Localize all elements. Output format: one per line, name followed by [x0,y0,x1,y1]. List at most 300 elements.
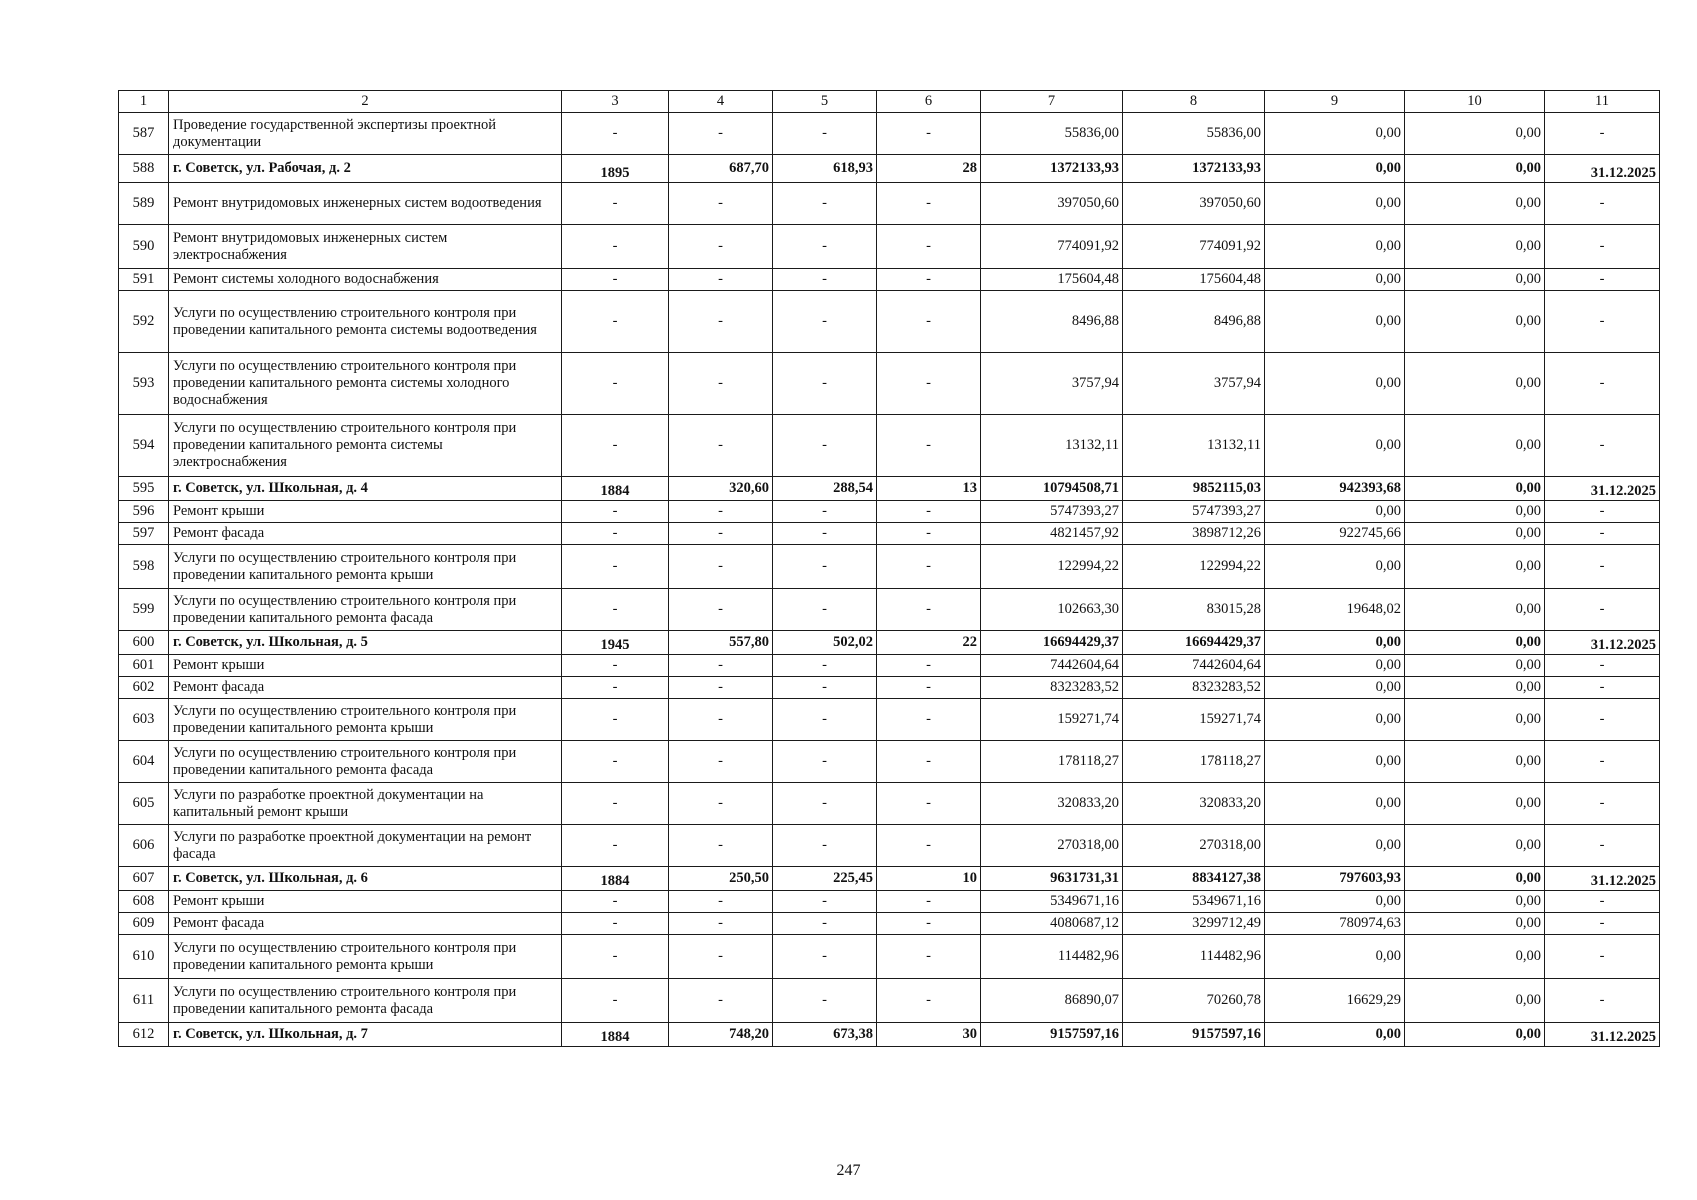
value-cell-c7: 86890,07 [981,979,1123,1023]
value-cell-c7: 9157597,16 [981,1023,1123,1047]
value-cell-c9: 16629,29 [1265,979,1405,1023]
value-cell-c3: 1884 [562,477,669,501]
value-cell-c3: - [562,891,669,913]
value-cell-c8: 55836,00 [1123,113,1265,155]
value-cell-c7: 13132,11 [981,415,1123,477]
value-cell-c3: - [562,677,669,699]
value-cell-c6: - [877,891,981,913]
value-cell-c11: 31.12.2025 [1545,631,1660,655]
row-number: 610 [119,935,169,979]
work-name-cell: Услуги по осуществлению строительного контроля при проведении капитального ремонта крыши [169,545,562,589]
value-cell-c10: 0,00 [1405,353,1545,415]
value-cell-c9: 0,00 [1265,113,1405,155]
value-cell-c8: 114482,96 [1123,935,1265,979]
value-cell-c7: 10794508,71 [981,477,1123,501]
value-cell-c7: 5349671,16 [981,891,1123,913]
value-cell-c5: - [773,913,877,935]
value-cell-c11: - [1545,741,1660,783]
value-cell-c8: 9852115,03 [1123,477,1265,501]
value-cell-c6: 13 [877,477,981,501]
value-cell-c9: 0,00 [1265,269,1405,291]
page-number: 247 [836,1162,861,1179]
value-cell-c6: - [877,741,981,783]
work-item-row [119,113,1660,155]
value-cell-c6: - [877,353,981,415]
work-name-cell: Ремонт фасада [169,677,562,699]
value-cell-c8: 397050,60 [1123,183,1265,225]
address-row [119,1023,1660,1047]
value-cell-c10: 0,00 [1405,545,1545,589]
row-number: 597 [119,523,169,545]
work-name-cell: Услуги по разработке проектной документации на капитальный ремонт крыши [169,783,562,825]
value-cell-c11: - [1545,677,1660,699]
value-cell-c5: - [773,501,877,523]
column-number-header: 6 [877,91,981,113]
value-cell-c6: - [877,677,981,699]
value-cell-c5: - [773,741,877,783]
value-cell-c5: - [773,935,877,979]
value-cell-c9: 922745,66 [1265,523,1405,545]
work-name-cell: Услуги по осуществлению строительного контроля при проведении капитального ремонта фасада [169,741,562,783]
work-item-row [119,825,1660,867]
value-cell-c3: - [562,269,669,291]
work-item-row [119,269,1660,291]
value-cell-c10: 0,00 [1405,523,1545,545]
value-cell-c3: - [562,913,669,935]
value-cell-c6: - [877,699,981,741]
value-cell-c7: 4821457,92 [981,523,1123,545]
work-name-cell: Услуги по осуществлению строительного контроля при проведении капитального ремонта фасада [169,979,562,1023]
value-cell-c9: 0,00 [1265,353,1405,415]
value-cell-c7: 1372133,93 [981,155,1123,183]
value-cell-c3: - [562,353,669,415]
value-cell-c5: - [773,183,877,225]
row-number: 598 [119,545,169,589]
value-cell-c10: 0,00 [1405,225,1545,269]
value-cell-c10: 0,00 [1405,699,1545,741]
value-cell-c11: - [1545,353,1660,415]
value-cell-c10: 0,00 [1405,477,1545,501]
value-cell-c4: - [669,183,773,225]
value-cell-c10: 0,00 [1405,1023,1545,1047]
value-cell-c7: 320833,20 [981,783,1123,825]
value-cell-c11: - [1545,113,1660,155]
work-name-cell: Ремонт крыши [169,501,562,523]
value-cell-c8: 70260,78 [1123,979,1265,1023]
value-cell-c3: - [562,655,669,677]
value-cell-c10: 0,00 [1405,113,1545,155]
value-cell-c4: - [669,353,773,415]
work-item-row [119,545,1660,589]
value-cell-c10: 0,00 [1405,155,1545,183]
work-name-cell: Ремонт фасада [169,913,562,935]
row-number: 587 [119,113,169,155]
value-cell-c9: 0,00 [1265,631,1405,655]
value-cell-c5: - [773,523,877,545]
value-cell-c10: 0,00 [1405,631,1545,655]
work-item-row [119,225,1660,269]
value-cell-c3: - [562,225,669,269]
value-cell-c11: - [1545,935,1660,979]
work-name-cell: Услуги по осуществлению строительного контроля при проведении капитального ремонта крыши [169,699,562,741]
value-cell-c9: 0,00 [1265,155,1405,183]
value-cell-c11: 31.12.2025 [1545,1023,1660,1047]
value-cell-c8: 8323283,52 [1123,677,1265,699]
value-cell-c6: - [877,825,981,867]
column-number-header: 8 [1123,91,1265,113]
value-cell-c4: - [669,699,773,741]
value-cell-c9: 780974,63 [1265,913,1405,935]
value-cell-c10: 0,00 [1405,589,1545,631]
row-number: 588 [119,155,169,183]
row-number: 602 [119,677,169,699]
value-cell-c11: 31.12.2025 [1545,477,1660,501]
value-cell-c11: - [1545,545,1660,589]
value-cell-c7: 9631731,31 [981,867,1123,891]
value-cell-c8: 178118,27 [1123,741,1265,783]
value-cell-c6: - [877,655,981,677]
value-cell-c9: 0,00 [1265,501,1405,523]
value-cell-c6: - [877,291,981,353]
value-cell-c5: - [773,655,877,677]
value-cell-c8: 13132,11 [1123,415,1265,477]
value-cell-c4: - [669,589,773,631]
value-cell-c4: 748,20 [669,1023,773,1047]
address-row [119,867,1660,891]
value-cell-c5: - [773,783,877,825]
row-number: 589 [119,183,169,225]
work-name-cell: Услуги по осуществлению строительного контроля при проведении капитального ремонта системы холодного водоснабжения [169,353,562,415]
value-cell-c11: - [1545,783,1660,825]
value-cell-c4: 687,70 [669,155,773,183]
work-item-row [119,677,1660,699]
value-cell-c6: - [877,501,981,523]
value-cell-c7: 3757,94 [981,353,1123,415]
value-cell-c8: 159271,74 [1123,699,1265,741]
value-cell-c7: 7442604,64 [981,655,1123,677]
value-cell-c11: - [1545,913,1660,935]
row-number: 596 [119,501,169,523]
value-cell-c7: 178118,27 [981,741,1123,783]
value-cell-c5: 618,93 [773,155,877,183]
value-cell-c7: 5747393,27 [981,501,1123,523]
value-cell-c11: - [1545,501,1660,523]
value-cell-c6: - [877,913,981,935]
column-number-header: 7 [981,91,1123,113]
value-cell-c9: 942393,68 [1265,477,1405,501]
row-number: 593 [119,353,169,415]
value-cell-c5: - [773,979,877,1023]
value-cell-c3: - [562,699,669,741]
work-item-row [119,589,1660,631]
address-cell: г. Советск, ул. Школьная, д. 5 [169,631,562,655]
value-cell-c11: - [1545,415,1660,477]
value-cell-c7: 397050,60 [981,183,1123,225]
row-number: 595 [119,477,169,501]
value-cell-c8: 175604,48 [1123,269,1265,291]
value-cell-c6: - [877,113,981,155]
value-cell-c7: 102663,30 [981,589,1123,631]
row-number: 605 [119,783,169,825]
value-cell-c4: - [669,825,773,867]
value-cell-c5: - [773,113,877,155]
value-cell-c5: 225,45 [773,867,877,891]
value-cell-c5: - [773,545,877,589]
value-cell-c7: 16694429,37 [981,631,1123,655]
value-cell-c9: 19648,02 [1265,589,1405,631]
value-cell-c11: - [1545,655,1660,677]
value-cell-c7: 175604,48 [981,269,1123,291]
work-name-cell: Ремонт внутридомовых инженерных систем водоотведения [169,183,562,225]
value-cell-c8: 122994,22 [1123,545,1265,589]
value-cell-c4: - [669,655,773,677]
value-cell-c4: - [669,501,773,523]
value-cell-c7: 55836,00 [981,113,1123,155]
work-name-cell: Услуги по осуществлению строительного контроля при проведении капитального ремонта системы электроснабжения [169,415,562,477]
value-cell-c6: - [877,183,981,225]
value-cell-c9: 0,00 [1265,935,1405,979]
value-cell-c8: 3757,94 [1123,353,1265,415]
value-cell-c6: - [877,935,981,979]
value-cell-c3: - [562,825,669,867]
value-cell-c7: 270318,00 [981,825,1123,867]
value-cell-c3: - [562,979,669,1023]
value-cell-c8: 3299712,49 [1123,913,1265,935]
value-cell-c10: 0,00 [1405,867,1545,891]
address-row [119,155,1660,183]
value-cell-c9: 0,00 [1265,545,1405,589]
work-name-cell: Ремонт крыши [169,655,562,677]
row-number: 612 [119,1023,169,1047]
value-cell-c3: - [562,183,669,225]
value-cell-c11: - [1545,979,1660,1023]
value-cell-c4: 250,50 [669,867,773,891]
value-cell-c9: 0,00 [1265,291,1405,353]
value-cell-c3: 1884 [562,1023,669,1047]
value-cell-c5: - [773,825,877,867]
value-cell-c11: - [1545,825,1660,867]
value-cell-c8: 83015,28 [1123,589,1265,631]
row-number: 604 [119,741,169,783]
row-number: 590 [119,225,169,269]
value-cell-c9: 0,00 [1265,225,1405,269]
column-number-header: 2 [169,91,562,113]
value-cell-c5: - [773,269,877,291]
value-cell-c4: - [669,415,773,477]
value-cell-c8: 774091,92 [1123,225,1265,269]
work-name-cell: Проведение государственной экспертизы проектной документации [169,113,562,155]
value-cell-c4: - [669,677,773,699]
value-cell-c10: 0,00 [1405,655,1545,677]
work-item-row [119,913,1660,935]
value-cell-c11: 31.12.2025 [1545,867,1660,891]
value-cell-c9: 0,00 [1265,783,1405,825]
work-name-cell: Услуги по осуществлению строительного контроля при проведении капитального ремонта фасада [169,589,562,631]
value-cell-c4: - [669,891,773,913]
value-cell-c7: 114482,96 [981,935,1123,979]
value-cell-c4: - [669,783,773,825]
row-number: 607 [119,867,169,891]
value-cell-c3: - [562,113,669,155]
address-cell: г. Советск, ул. Школьная, д. 7 [169,1023,562,1047]
column-number-header: 10 [1405,91,1545,113]
row-number: 609 [119,913,169,935]
value-cell-c5: - [773,891,877,913]
value-cell-c3: - [562,783,669,825]
value-cell-c10: 0,00 [1405,935,1545,979]
address-cell: г. Советск, ул. Школьная, д. 4 [169,477,562,501]
value-cell-c3: - [562,415,669,477]
value-cell-c8: 320833,20 [1123,783,1265,825]
work-item-row [119,353,1660,415]
value-cell-c10: 0,00 [1405,979,1545,1023]
value-cell-c10: 0,00 [1405,913,1545,935]
row-number: 608 [119,891,169,913]
value-cell-c3: 1945 [562,631,669,655]
value-cell-c11: - [1545,183,1660,225]
value-cell-c6: - [877,523,981,545]
row-number: 599 [119,589,169,631]
row-number: 606 [119,825,169,867]
value-cell-c10: 0,00 [1405,291,1545,353]
value-cell-c4: - [669,269,773,291]
value-cell-c3: 1884 [562,867,669,891]
value-cell-c6: - [877,415,981,477]
capital-repair-table [118,90,1660,1047]
value-cell-c4: - [669,741,773,783]
work-item-row [119,783,1660,825]
value-cell-c8: 1372133,93 [1123,155,1265,183]
column-number-header: 5 [773,91,877,113]
work-item-row [119,415,1660,477]
value-cell-c7: 159271,74 [981,699,1123,741]
value-cell-c3: 1895 [562,155,669,183]
value-cell-c9: 0,00 [1265,415,1405,477]
value-cell-c6: 28 [877,155,981,183]
value-cell-c10: 0,00 [1405,677,1545,699]
work-name-cell: Услуги по осуществлению строительного контроля при проведении капитального ремонта крыши [169,935,562,979]
work-item-row [119,979,1660,1023]
value-cell-c10: 0,00 [1405,415,1545,477]
value-cell-c11: - [1545,589,1660,631]
value-cell-c4: - [669,113,773,155]
value-cell-c4: 557,80 [669,631,773,655]
value-cell-c9: 0,00 [1265,741,1405,783]
value-cell-c6: - [877,979,981,1023]
work-name-cell: Услуги по разработке проектной документации на ремонт фасада [169,825,562,867]
value-cell-c11: 31.12.2025 [1545,155,1660,183]
row-number: 603 [119,699,169,741]
value-cell-c5: - [773,677,877,699]
work-name-cell: Ремонт внутридомовых инженерных систем электроснабжения [169,225,562,269]
value-cell-c3: - [562,741,669,783]
value-cell-c5: - [773,291,877,353]
value-cell-c8: 8496,88 [1123,291,1265,353]
row-number: 600 [119,631,169,655]
work-name-cell: Ремонт системы холодного водоснабжения [169,269,562,291]
value-cell-c9: 0,00 [1265,1023,1405,1047]
work-name-cell: Ремонт крыши [169,891,562,913]
value-cell-c5: - [773,415,877,477]
value-cell-c8: 16694429,37 [1123,631,1265,655]
work-item-row [119,741,1660,783]
address-cell: г. Советск, ул. Школьная, д. 6 [169,867,562,891]
value-cell-c9: 0,00 [1265,825,1405,867]
value-cell-c5: 502,02 [773,631,877,655]
value-cell-c4: - [669,913,773,935]
column-number-header: 1 [119,91,169,113]
value-cell-c5: - [773,699,877,741]
value-cell-c11: - [1545,291,1660,353]
value-cell-c11: - [1545,269,1660,291]
work-name-cell: Ремонт фасада [169,523,562,545]
work-item-row [119,935,1660,979]
value-cell-c8: 9157597,16 [1123,1023,1265,1047]
work-name-cell: Услуги по осуществлению строительного контроля при проведении капитального ремонта системы водоотведения [169,291,562,353]
value-cell-c9: 0,00 [1265,891,1405,913]
value-cell-c7: 8323283,52 [981,677,1123,699]
value-cell-c6: 10 [877,867,981,891]
value-cell-c5: - [773,589,877,631]
value-cell-c10: 0,00 [1405,741,1545,783]
value-cell-c7: 4080687,12 [981,913,1123,935]
value-cell-c11: - [1545,523,1660,545]
value-cell-c4: - [669,291,773,353]
value-cell-c10: 0,00 [1405,183,1545,225]
column-number-header: 11 [1545,91,1660,113]
value-cell-c10: 0,00 [1405,825,1545,867]
value-cell-c3: - [562,523,669,545]
value-cell-c4: 320,60 [669,477,773,501]
value-cell-c9: 0,00 [1265,655,1405,677]
value-cell-c9: 797603,93 [1265,867,1405,891]
work-item-row [119,699,1660,741]
value-cell-c9: 0,00 [1265,699,1405,741]
work-item-row [119,891,1660,913]
value-cell-c3: - [562,589,669,631]
value-cell-c6: - [877,783,981,825]
value-cell-c6: 22 [877,631,981,655]
value-cell-c5: 288,54 [773,477,877,501]
value-cell-c8: 3898712,26 [1123,523,1265,545]
work-item-row [119,501,1660,523]
value-cell-c4: - [669,979,773,1023]
value-cell-c11: - [1545,225,1660,269]
value-cell-c10: 0,00 [1405,783,1545,825]
value-cell-c9: 0,00 [1265,183,1405,225]
value-cell-c4: - [669,545,773,589]
address-row [119,477,1660,501]
value-cell-c4: - [669,935,773,979]
row-number: 594 [119,415,169,477]
value-cell-c8: 5747393,27 [1123,501,1265,523]
value-cell-c6: - [877,269,981,291]
value-cell-c6: - [877,589,981,631]
value-cell-c5: 673,38 [773,1023,877,1047]
value-cell-c4: - [669,225,773,269]
address-row [119,631,1660,655]
value-cell-c10: 0,00 [1405,501,1545,523]
column-number-header: 9 [1265,91,1405,113]
value-cell-c6: - [877,225,981,269]
value-cell-c8: 5349671,16 [1123,891,1265,913]
work-item-row [119,655,1660,677]
value-cell-c5: - [773,353,877,415]
value-cell-c3: - [562,935,669,979]
value-cell-c10: 0,00 [1405,891,1545,913]
value-cell-c5: - [773,225,877,269]
value-cell-c3: - [562,291,669,353]
